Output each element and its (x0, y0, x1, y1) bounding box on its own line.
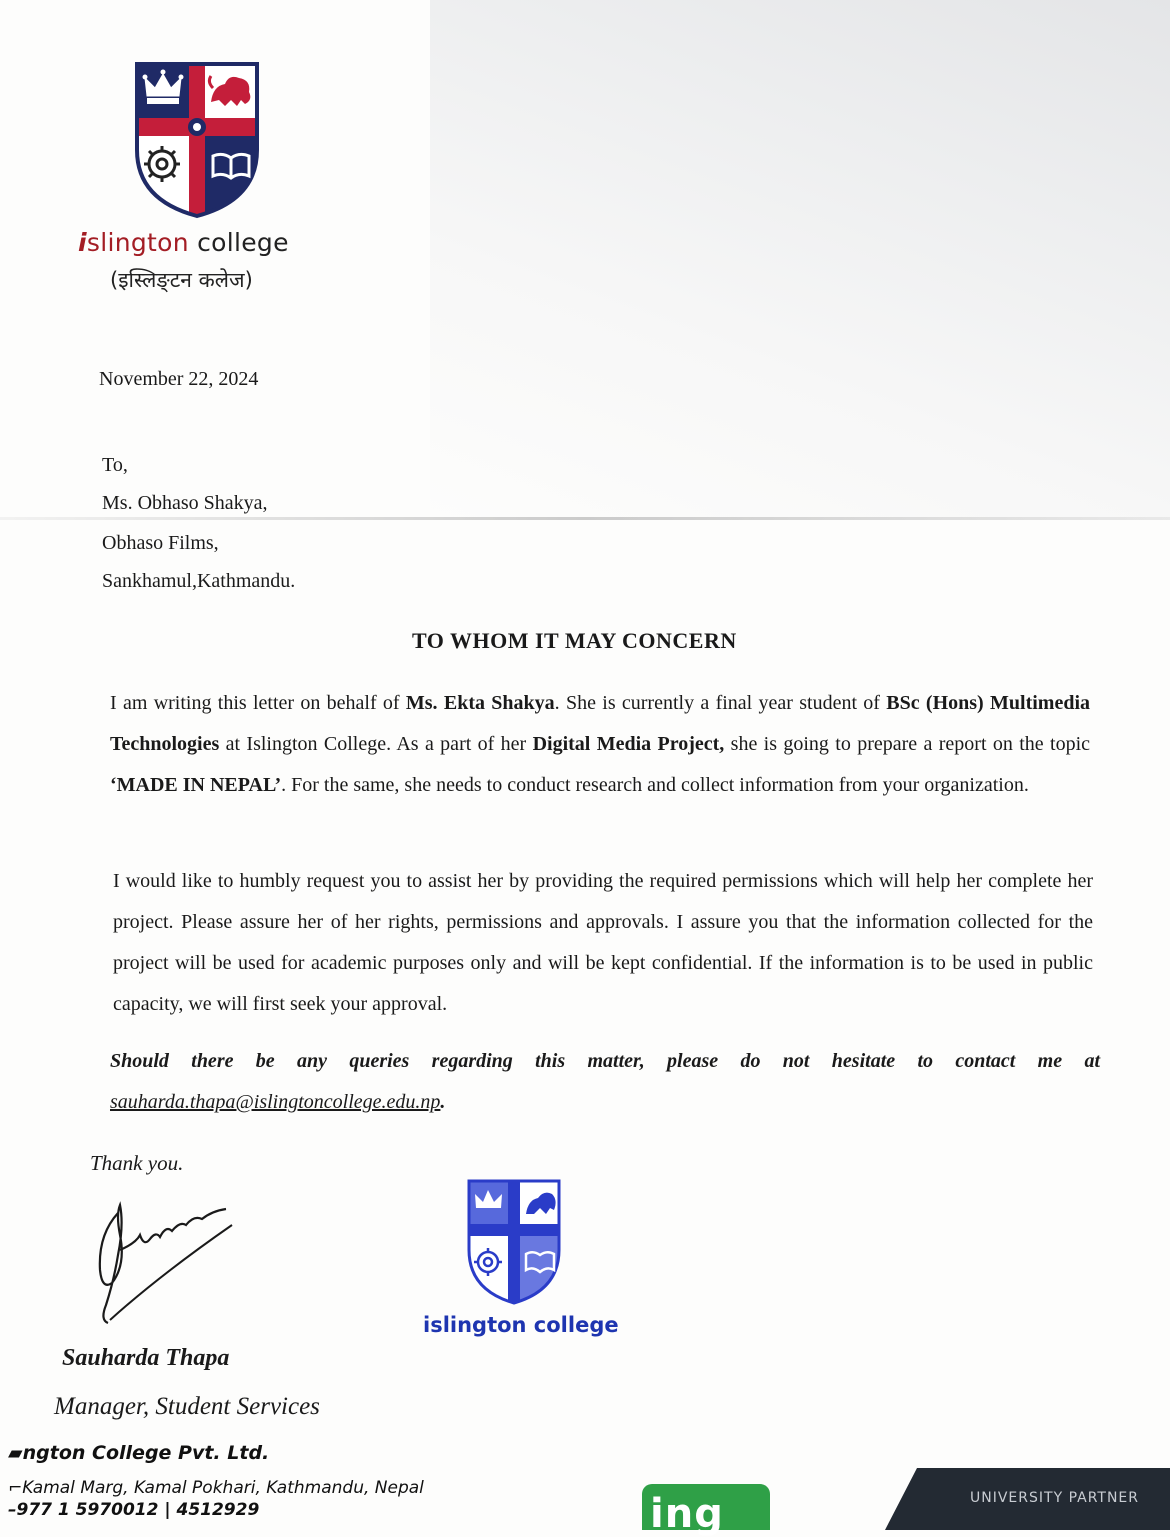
college-wordmark: islington college (78, 228, 289, 257)
closing-text: Thank you. (90, 1151, 184, 1175)
center-emblem-icon (188, 118, 206, 136)
recipient-organization: Obhaso Films, (102, 532, 219, 554)
footer-address: ⌐Kamal Marg, Kamal Pokhari, Kathmandu, Nepal (8, 1478, 424, 1498)
signatory-title: Manager, Student Services (54, 1393, 320, 1420)
footer-location-icon: ⌐ (8, 1478, 23, 1498)
ing-logo-text: ing (650, 1491, 724, 1537)
footer-company-name: ▰ngton College Pvt. Ltd. (8, 1442, 270, 1464)
recipient-salutation: To, (102, 454, 128, 476)
university-partner-label: UNIVERSITY PARTNER (970, 1490, 1139, 1506)
footer-phone-icon: – (8, 1500, 17, 1520)
footer-phone: –977 1 5970012 | 4512929 (8, 1500, 260, 1520)
paper-shadow (430, 0, 1170, 520)
college-stamp-crest (466, 1178, 562, 1306)
college-name-nepali: (इस्लिङ्टन कलेज) (110, 268, 253, 292)
letter-subject: TO WHOM IT MAY CONCERN (412, 628, 737, 653)
handwritten-signature (90, 1195, 240, 1330)
body-paragraph-1: I am writing this letter on behalf of Ms. Ekta Shakya. She is currently a final year student of BSc (Hons) Multimedia Technologies at Islington College. As a part of her Digital Media Project, she is going to prepare a report on the topic ‘MADE IN NEPAL’. For the same, she needs to conduct research and collect information from your organization. (110, 692, 1091, 796)
recipient-name: Ms. Obhaso Shakya, (102, 492, 268, 514)
body-paragraph-2: I would like to humbly request you to assist her by providing the required permissions which will help her complete her project. Please assure her of her rights, permissions and approvals. I assure you that the information collected for the project will be used for academic purposes only and will be kept confidential. If the information is to be used in public capacity, we will first seek your approval. (113, 870, 1093, 1015)
signatory-name: Sauharda Thapa (62, 1345, 230, 1371)
letter-date: November 22, 2024 (99, 368, 259, 390)
recipient-address: Sankhamul,Kathmandu. (102, 570, 296, 592)
contact-email-link[interactable]: sauharda.thapa@islingtoncollege.edu.np (110, 1091, 441, 1113)
stamp-wordmark: islington college (423, 1313, 619, 1337)
paper-fold-line (0, 517, 1170, 520)
footer-logo-fragment-icon: ▰ (8, 1442, 23, 1464)
college-crest-logo (133, 60, 261, 220)
contact-paragraph: Should there be any queries regarding this matter, please do not hesitate to contact me at sauharda.thapa@islingtoncollege.edu.np. (110, 1050, 1100, 1113)
